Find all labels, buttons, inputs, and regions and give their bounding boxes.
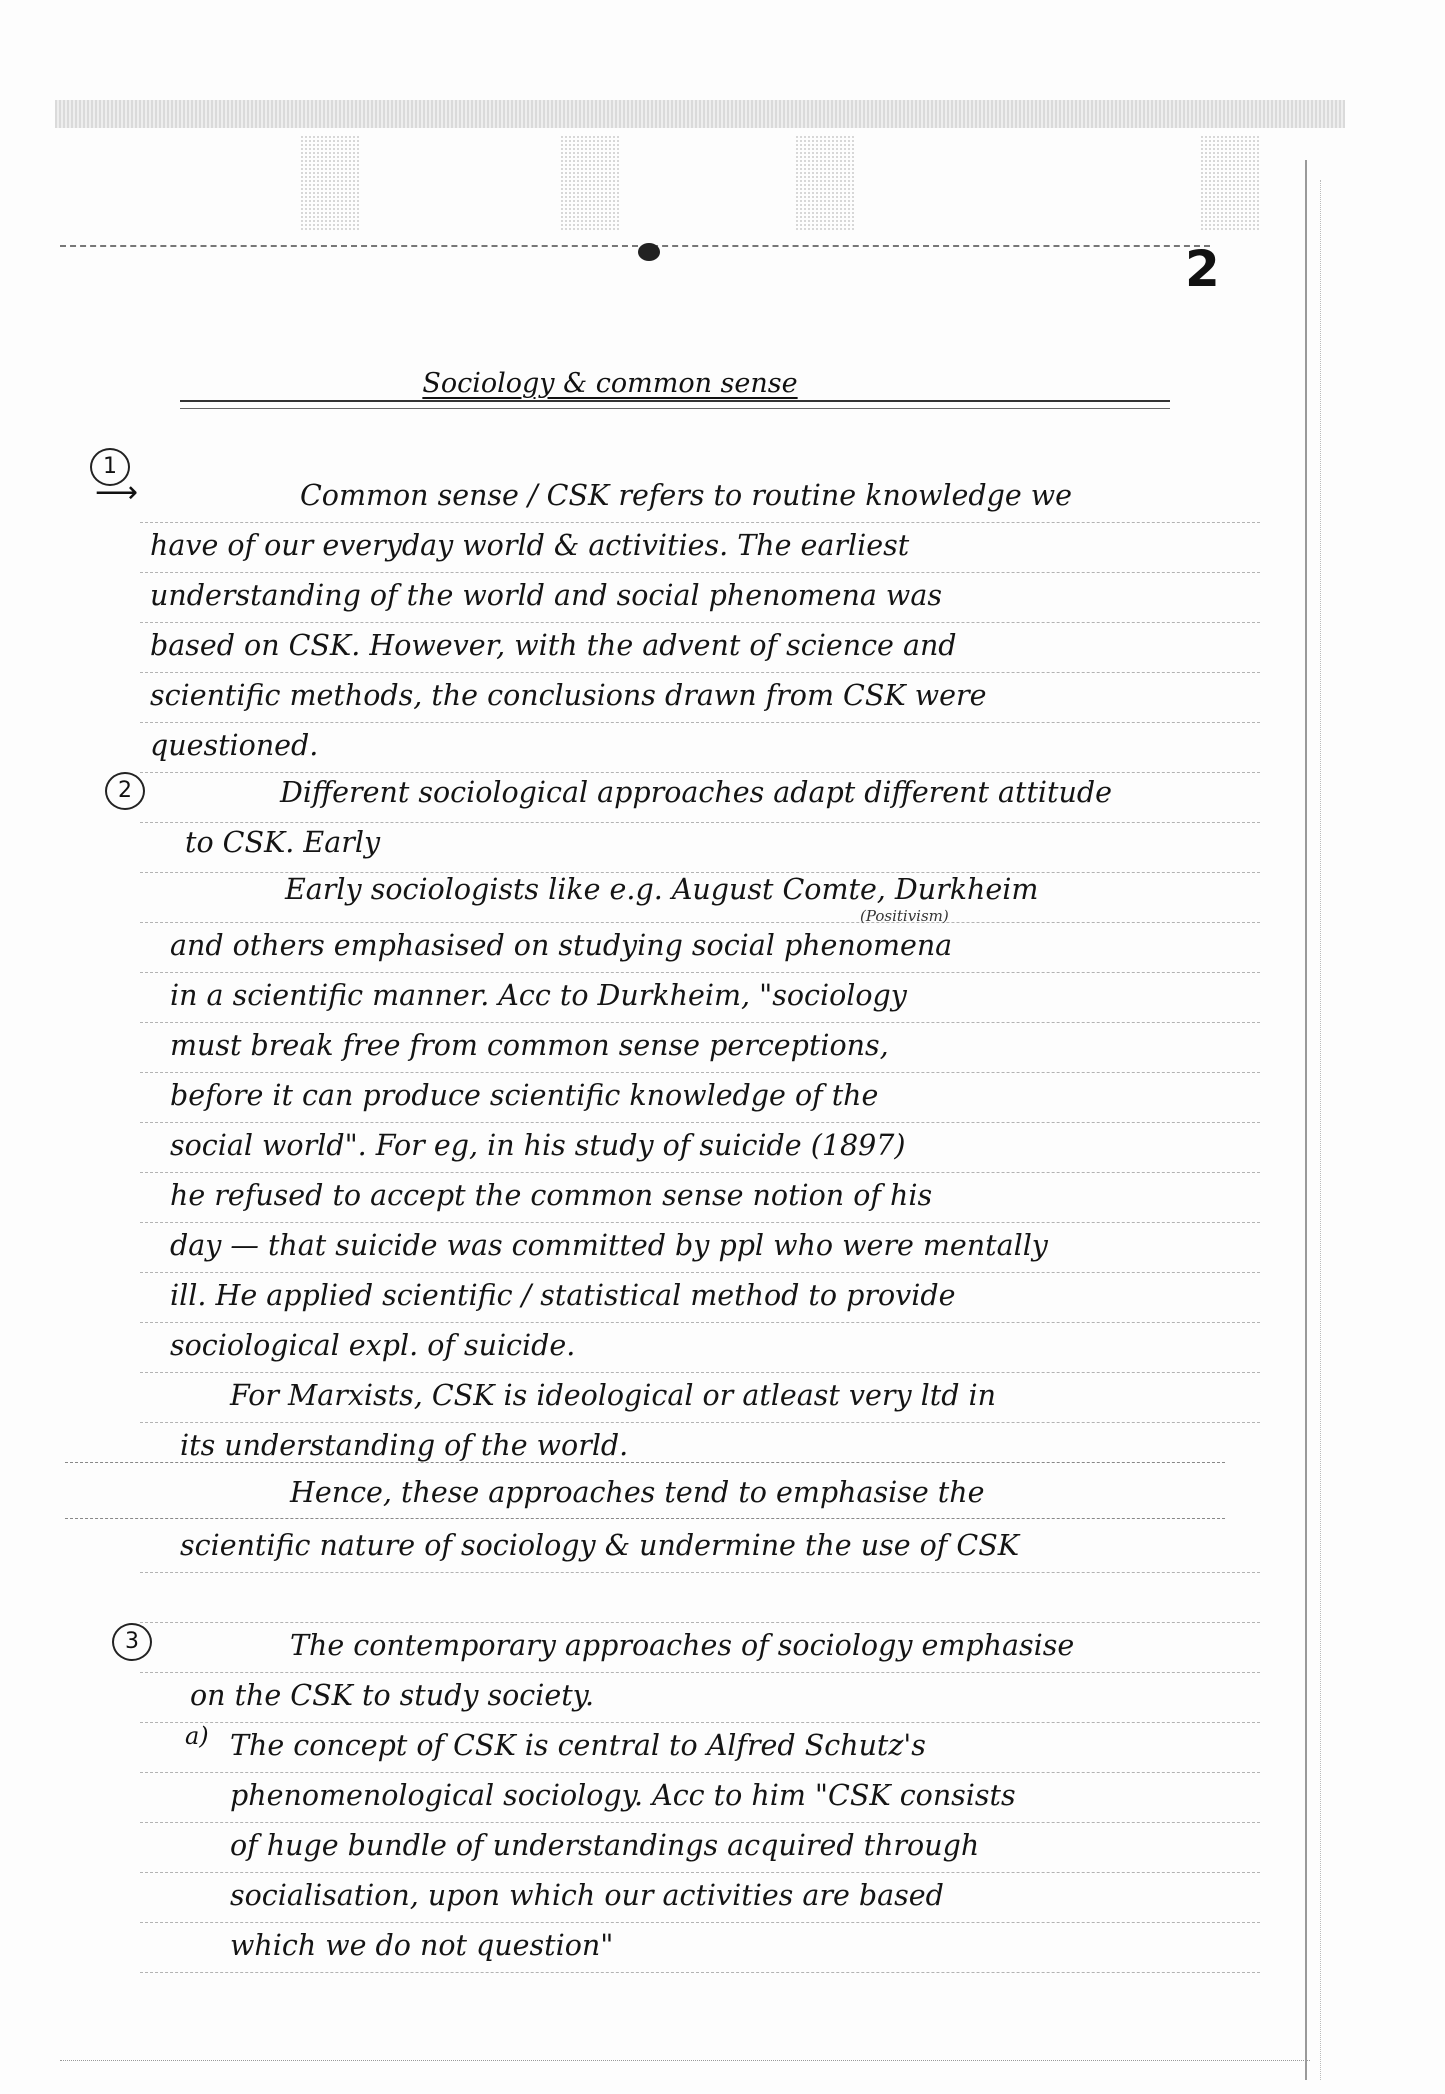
section-1-line-3: understanding of the world and social phenomena was [150, 579, 942, 612]
section-2-line-2: to CSK. Early [185, 826, 381, 859]
subsection-marker: a) [185, 1722, 209, 1750]
ruled-line [140, 972, 1260, 973]
ruled-line [140, 622, 1260, 623]
ruled-line [140, 1722, 1260, 1723]
top-rule [60, 245, 1210, 247]
ruled-line [140, 1672, 1260, 1673]
page-number: 2 [1185, 240, 1220, 298]
ruled-line [140, 522, 1260, 523]
ruled-line [140, 1272, 1260, 1273]
ruled-line [140, 922, 1260, 923]
section-1-line-6: questioned. [150, 729, 319, 762]
section-2-line-5: in a scientific manner. Acc to Durkheim, "sociology [170, 979, 907, 1012]
scan-blot [1200, 135, 1260, 230]
ruled-line [140, 1572, 1260, 1573]
ruled-line [140, 1422, 1260, 1423]
section-3a-line-1: The concept of CSK is central to Alfred Schutz's [230, 1729, 926, 1762]
ruled-line [140, 672, 1260, 673]
section-2-line-12: sociological expl. of suicide. [170, 1329, 576, 1362]
ruled-line [140, 772, 1260, 773]
scan-noise-band [55, 100, 1345, 128]
section-3a-line-5: which we do not question" [230, 1929, 614, 1962]
section-2-line-10: day — that suicide was committed by ppl who were mentally [170, 1229, 1048, 1262]
ruled-line [140, 1772, 1260, 1773]
page-title: Sociology & common sense [422, 368, 798, 399]
ruled-line [140, 572, 1260, 573]
section-2-line-14: its understanding of the world. [180, 1429, 629, 1462]
ruled-line [140, 1022, 1260, 1023]
scan-blot [300, 135, 360, 230]
section-3-line-2: on the CSK to study society. [190, 1679, 595, 1712]
scan-blot [795, 135, 855, 230]
section-2-line-4: and others emphasised on studying social phenomena [170, 929, 953, 962]
section-1-line-1: Common sense / CSK refers to routine knowledge we [300, 479, 1073, 512]
ruled-line [140, 1372, 1260, 1373]
ruled-line [140, 1172, 1260, 1173]
section-2-line-7: before it can produce scientific knowledge of the [170, 1079, 879, 1112]
ruled-line [140, 1122, 1260, 1123]
section-3a-line-2: phenomenological sociology. Acc to him "CSK consists [230, 1779, 1016, 1812]
section-2-line-16: scientific nature of sociology & undermine the use of CSK [180, 1529, 1020, 1562]
section-marker: 3 [112, 1623, 152, 1661]
section-2-line-15: Hence, these approaches tend to emphasise the [290, 1476, 985, 1509]
ruled-line [140, 822, 1260, 823]
ruled-line [140, 1822, 1260, 1823]
margin-annotation: (Positivism) [860, 907, 949, 925]
section-1-line-5: scientific methods, the conclusions drawn from CSK were [150, 679, 987, 712]
ruled-line [140, 1972, 1260, 1973]
section-2-line-11: ill. He applied scientific / statistical method to provide [170, 1279, 956, 1312]
section-marker: 1 [90, 448, 130, 486]
section-marker: 2 [105, 772, 145, 810]
ruled-line [140, 722, 1260, 723]
section-2-line-13: For Marxists, CSK is ideological or atleast very ltd in [230, 1379, 996, 1412]
ruled-line [140, 1322, 1260, 1323]
page-edge [1305, 160, 1307, 2080]
arrow-icon: ⟶ [95, 475, 139, 510]
ruled-line [140, 1222, 1260, 1223]
section-2-line-8: social world". For eg, in his study of suicide (1897) [170, 1129, 906, 1162]
section-1-line-2: have of our everyday world & activities. The earliest [150, 529, 910, 562]
section-3a-line-4: socialisation, upon which our activities are based [230, 1879, 944, 1912]
section-2-line-3: Early sociologists like e.g. August Comte, Durkheim [285, 873, 1039, 906]
section-3-line-1: The contemporary approaches of sociology emphasise [290, 1629, 1075, 1662]
section-2-line-6: must break free from common sense perceptions, [170, 1029, 889, 1062]
ruled-line [140, 1622, 1260, 1623]
scan-blot [560, 135, 620, 230]
title-rule [180, 408, 1170, 409]
ruled-line [140, 1922, 1260, 1923]
bottom-scan-edge [60, 2060, 1310, 2061]
ruled-line [140, 1872, 1260, 1873]
title-rule [180, 400, 1170, 402]
section-3a-line-3: of huge bundle of understandings acquired through [230, 1829, 980, 1862]
ruled-line [140, 1072, 1260, 1073]
section-2-line-1: Different sociological approaches adapt different attitude [280, 776, 1112, 809]
section-2-line-9: he refused to accept the common sense notion of his [170, 1179, 933, 1212]
section-1-line-4: based on CSK. However, with the advent of science and [150, 629, 957, 662]
binder-hole [638, 243, 660, 261]
page-edge [1320, 180, 1321, 2080]
